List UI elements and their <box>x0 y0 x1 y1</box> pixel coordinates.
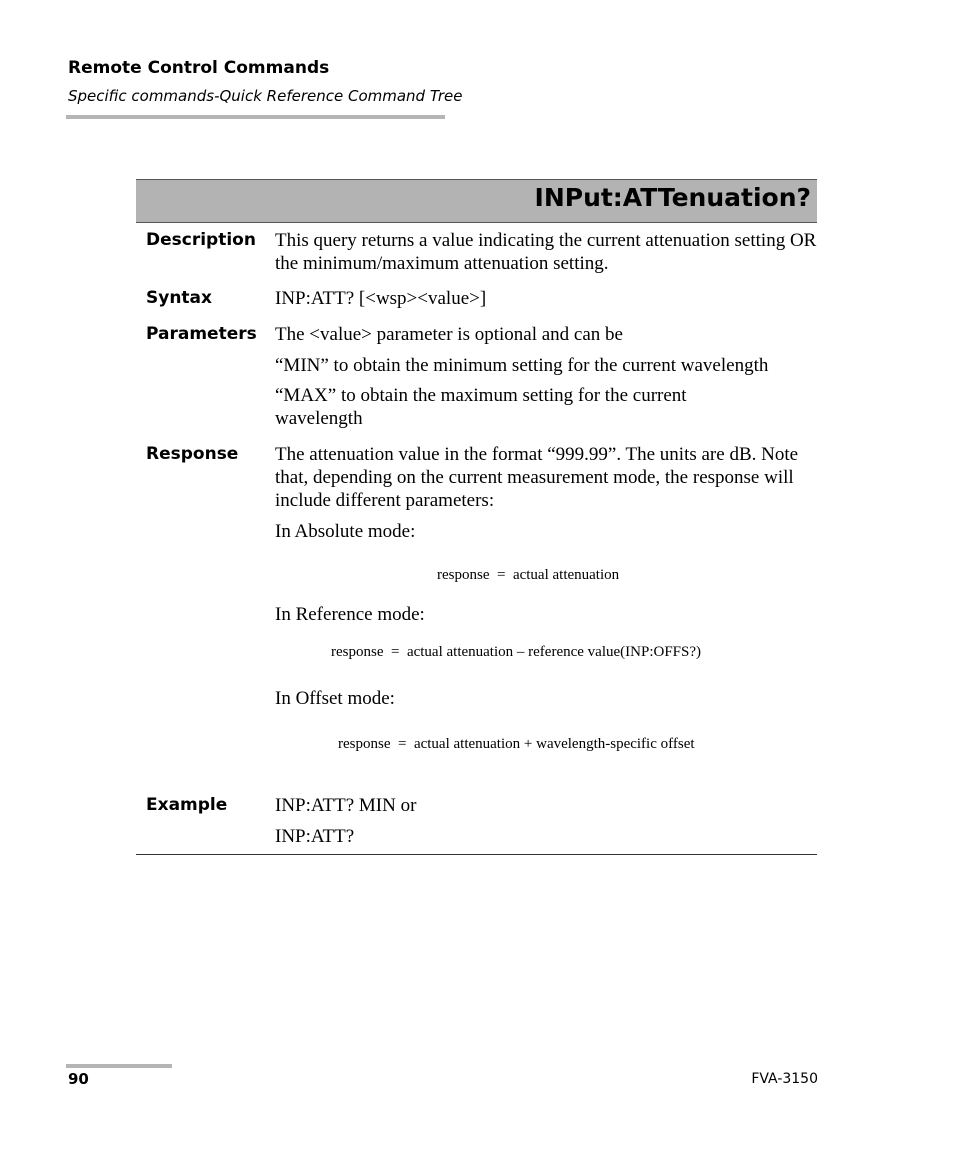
reference-mode-label: In Reference mode: <box>275 604 425 625</box>
offset-mode-label: In Offset mode: <box>275 688 395 709</box>
footer-divider <box>66 1064 172 1068</box>
parameters-intro: The <value> parameter is optional and can be <box>275 324 623 345</box>
response-label: Response <box>146 444 239 464</box>
syntax-text: INP:ATT? [<wsp><value>] <box>275 288 487 309</box>
command-name: INPut:ATTenuation? <box>534 183 811 212</box>
parameters-min: “MIN” to obtain the minimum setting for the current wavelength <box>275 355 769 376</box>
absolute-mode-formula: response = actual attenuation <box>437 567 620 583</box>
product-name: FVA-3150 <box>751 1071 818 1087</box>
response-text: The attenuation value in the format “999.99”. The units are dB. Note that, depending on the current measurement mode, the response will include different parameters: <box>275 444 799 511</box>
offset-mode-formula: response = actual attenuation + wavelength-specific offset <box>338 736 695 752</box>
parameters-max: “MAX” to obtain the maximum setting for the current wavelength <box>275 385 687 429</box>
header-divider <box>66 115 445 119</box>
page-number: 90 <box>68 1070 89 1088</box>
parameters-label: Parameters <box>146 324 257 344</box>
example-line-2: INP:ATT? <box>275 826 355 847</box>
example-line-1: INP:ATT? MIN or <box>275 795 417 816</box>
description-text: This query returns a value indicating the current attenuation setting OR the minimum/maximum attenuation setting. <box>275 230 817 274</box>
header-subtitle: Specific commands-Quick Reference Command Tree <box>68 87 463 105</box>
command-bottom-divider <box>136 854 817 855</box>
syntax-label: Syntax <box>146 288 212 308</box>
reference-mode-formula: response = actual attenuation – reference value(INP:OFFS?) <box>331 644 701 660</box>
absolute-mode-label: In Absolute mode: <box>275 521 416 542</box>
command-title-bar <box>136 179 817 223</box>
example-label: Example <box>146 795 228 815</box>
description-label: Description <box>146 230 256 250</box>
header-title: Remote Control Commands <box>68 58 330 78</box>
